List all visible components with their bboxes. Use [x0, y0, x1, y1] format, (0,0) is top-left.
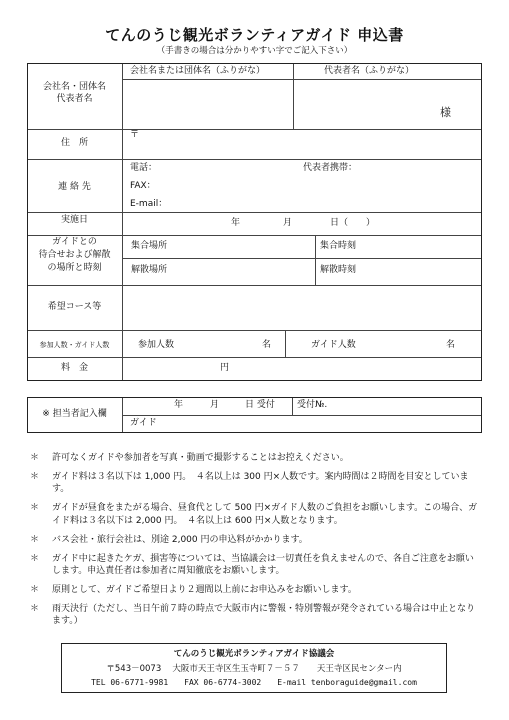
- notes-list: [30, 452, 480, 635]
- date-year: 年: [231, 218, 241, 228]
- fee-label: 料 金: [60, 363, 88, 373]
- rep-col-header: 代表者名（ふりがな）: [324, 66, 415, 76]
- office-year: 年: [174, 400, 184, 410]
- org-name-field[interactable]: [122, 80, 292, 127]
- postal-mark: 〒: [130, 130, 140, 140]
- office-day-received: 日 受付: [245, 400, 275, 410]
- guide-count-label: ガイド人数: [311, 340, 356, 350]
- phone-label: 電話：: [130, 163, 158, 173]
- participants-label: 参加人数: [138, 340, 175, 350]
- org-col-header: 会社名または団体名（ふりがな）: [130, 66, 266, 76]
- dismiss-place-label: 解散場所: [131, 265, 168, 275]
- address-label: 住 所: [60, 138, 88, 148]
- rep-mobile-label: 代表者携帯：: [303, 163, 358, 173]
- footer-contact-box: [61, 643, 447, 693]
- date-month: 月: [283, 218, 293, 228]
- list-item: ＊ 雨天決行（ただし、当日午前７時の時点で大阪市内に警報・特別警報が発令されている場合は中止となります。）: [30, 604, 476, 627]
- page-subtitle: （手書きの場合は分かりやすい字でご記入下さい）: [156, 46, 353, 56]
- office-month: 月: [210, 400, 220, 410]
- footer-address: 〒543－0073 大阪市天王寺区生玉寺町７－５７ 天王寺区民センター内: [106, 664, 402, 674]
- guide-count-unit: 名: [446, 340, 456, 350]
- honorific-sama: 様: [440, 106, 451, 119]
- count-label: 参加人数・ガイド人数: [39, 341, 110, 349]
- list-item: ＊ ガイド中に起きたケガ、損害等については、当協議会は一切責任を負えませんので、各自ご注意をお願いします。申込責任者は参加者に周知徹底をお願いします。: [30, 553, 474, 576]
- list-item: ＊ 原則として、ガイドご希望日より２週間以上前にお申込みをお願いします。: [30, 585, 357, 596]
- office-receipt-no: 受付№.: [297, 400, 328, 410]
- meet-label: ガイドとの 待合せおよび解散 の場所と時刻: [38, 237, 111, 274]
- email-label: E-mail：: [130, 199, 168, 209]
- fee-unit: 円: [220, 363, 230, 373]
- list-item: ＊ ガイド料は３名以下は 1,000 円。 ４名以上は 300 円×人数です。案内時間は２時間を目安としています。: [30, 472, 469, 495]
- course-label: 希望コース等: [47, 302, 102, 312]
- office-use-label: ※ 担当者記入欄: [42, 409, 107, 419]
- footer-contact: TEL 06-6771-9981 FAX 06-6774-3002 E-mail tenboraguide@gmail.com: [91, 678, 417, 687]
- office-guide: ガイド: [130, 418, 157, 428]
- page-title: てんのうじ観光ボランティアガイド 申込書: [105, 26, 404, 44]
- footer-org: てんのうじ観光ボランティアガイド協議会: [173, 649, 335, 659]
- list-item: ＊ ガイドが昼食をまたがる場合、昼食代として 500 円×ガイド人数のご負担をお願いします。この場合、ガイド料は３名以下は 2,000 円。 ４名以上は 600 円×人数となります。: [30, 503, 478, 526]
- list-item: ＊ バス会社・旅行会社は、別途 2,000 円の申込料がかかります。: [30, 534, 308, 545]
- course-field[interactable]: [122, 286, 480, 328]
- date-label: 実施日: [60, 215, 88, 225]
- rep-name-field[interactable]: [293, 80, 453, 127]
- list-item: ＊ 許可なくガイドや参加者を写真・動画で撮影することはお控えください。: [30, 453, 349, 463]
- dismiss-time-label: 解散時刻: [320, 265, 357, 275]
- contact-label: 連 絡 先: [58, 182, 91, 192]
- participants-unit: 名: [262, 340, 272, 350]
- fax-label: FAX：: [130, 181, 156, 191]
- address-field[interactable]: [140, 130, 480, 156]
- date-day: 日（ ）: [330, 218, 376, 228]
- meet-place-label: 集合場所: [131, 241, 168, 251]
- org-label: 会社名・団体名 代表者名: [42, 82, 106, 104]
- meet-time-label: 集合時刻: [320, 241, 357, 251]
